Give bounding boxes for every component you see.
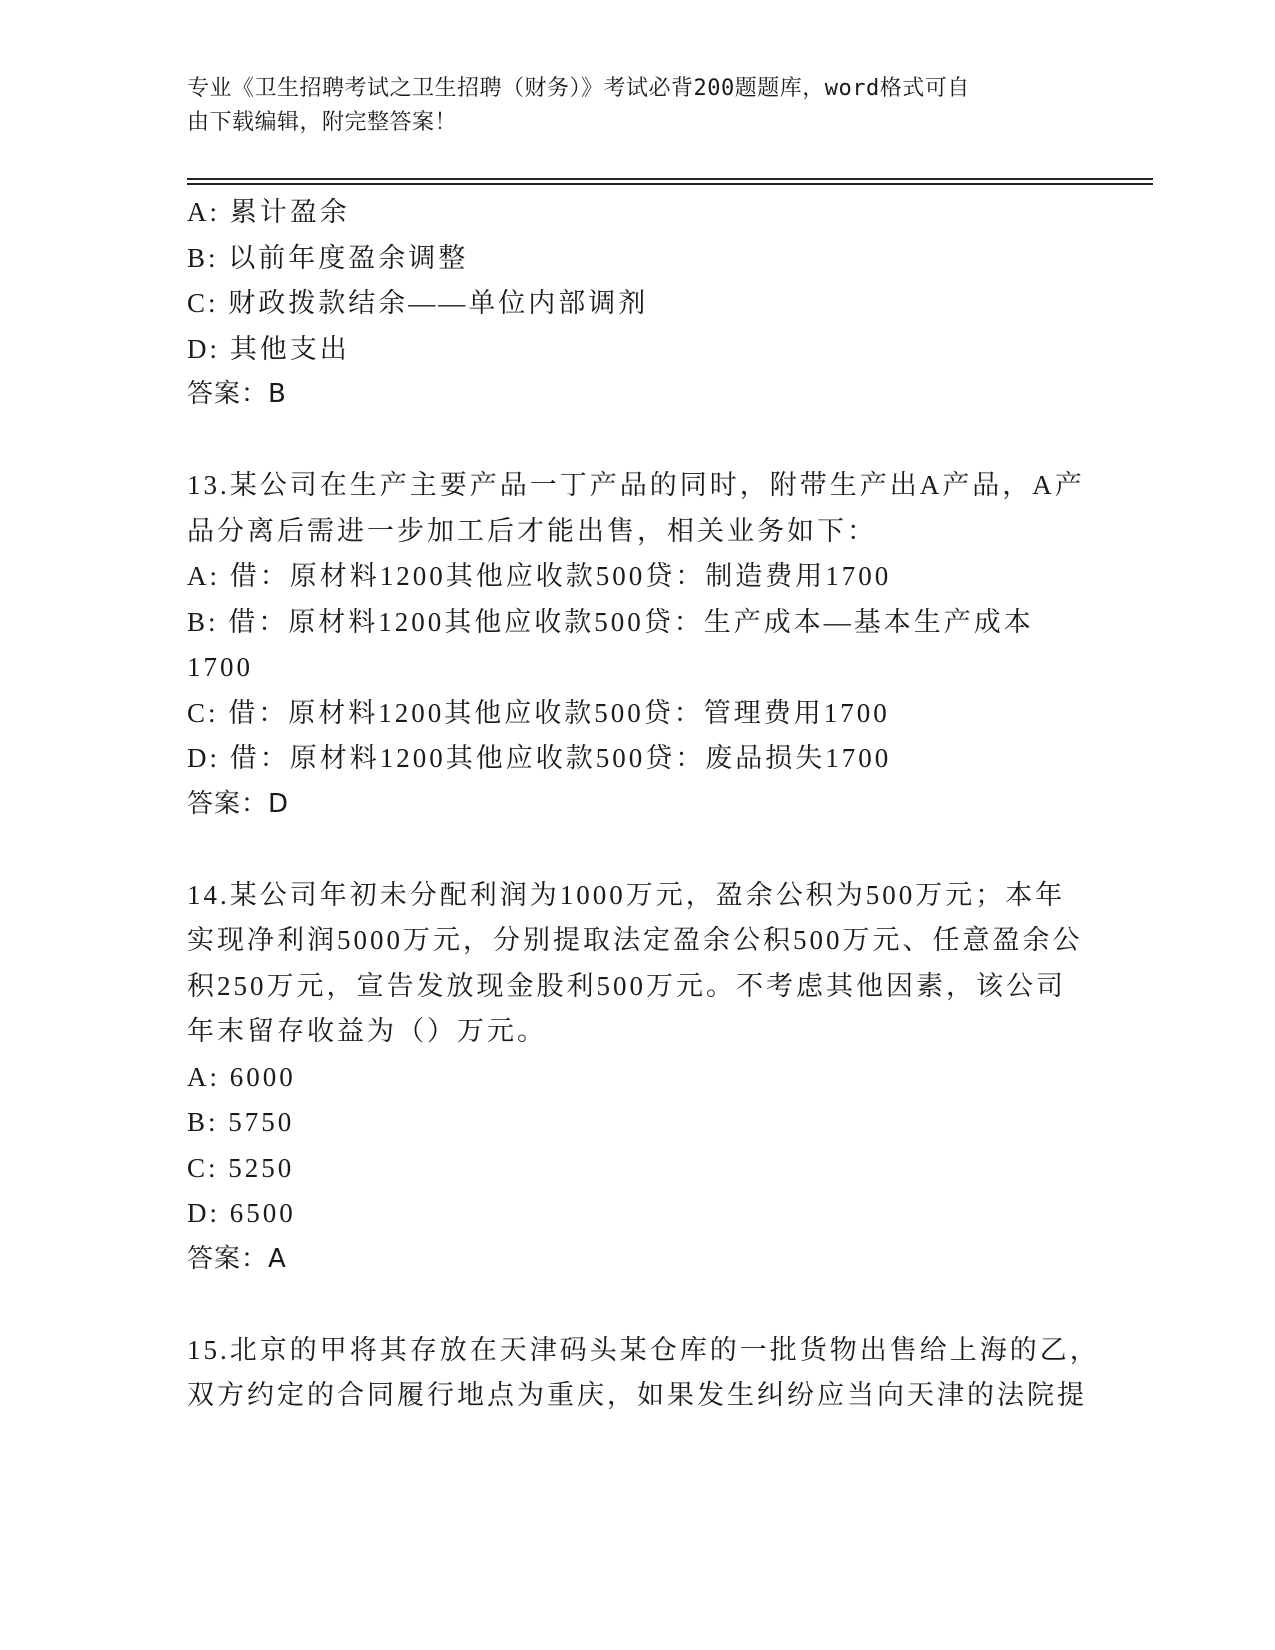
header-title-line-2: 由下载编辑，附完整答案！ <box>187 110 458 135</box>
question-text-line: 13.某公司在生产主要产品一丁产品的同时，附带生产出A产品，A产 <box>187 470 1085 500</box>
question-text-line: 年末留存收益为（）万元。 <box>187 1016 547 1046</box>
block-spacer <box>187 418 1087 464</box>
answer-line: 答案：B <box>187 379 287 409</box>
question-block <box>187 463 1087 827</box>
option-d: D: 6500 <box>187 1198 296 1228</box>
option-c: C: 借：原材料1200其他应收款500贷：管理费用1700 <box>187 697 890 728</box>
option-c: C: 财政拨款结余——单位内部调剂 <box>187 288 649 318</box>
option-d: D: 借：原材料1200其他应收款500贷：废品损失1700 <box>187 743 892 773</box>
block-spacer <box>187 1282 1087 1328</box>
question-block <box>187 1328 1100 1419</box>
header-divider-bottom <box>187 183 1153 185</box>
question-text-line: 积250万元，宣告发放现金股利500万元。不考虑其他因素，该公司 <box>187 970 1066 1001</box>
question-block <box>187 190 1087 418</box>
question-list <box>187 190 1100 1419</box>
option-a: A: 6000 <box>187 1061 296 1092</box>
answer-line: 答案：D <box>187 788 290 819</box>
answer-line: 答案：A <box>187 1243 287 1274</box>
question-text-line: 品分离后需进一步加工后才能出售，相关业务如下： <box>187 515 877 546</box>
option-b: B: 借：原材料1200其他应收款500贷：生产成本—基本生产成本 <box>187 606 1034 637</box>
document-header <box>187 72 1067 140</box>
option-a: A: 累计盈余 <box>187 197 350 227</box>
question-text-line: 15.北京的甲将其存放在天津码头某仓库的一批货物出售给上海的乙， <box>187 1334 1100 1365</box>
option-b-continued: 1700 <box>187 652 253 682</box>
option-c: C: 5250 <box>187 1152 295 1183</box>
question-block <box>187 873 1087 1283</box>
option-b: B: 5750 <box>187 1107 295 1137</box>
question-text-line: 14.某公司年初未分配利润为1000万元，盈余公积为500万元；本年 <box>187 879 1066 910</box>
option-b: B: 以前年度盈余调整 <box>187 242 469 273</box>
header-divider-top <box>187 178 1153 180</box>
block-spacer <box>187 827 1087 873</box>
header-title-line-1: 专业《卫生招聘考试之卫生招聘（财务）》考试必背200题题库，word格式可自 <box>187 76 970 101</box>
question-text-line: 双方约定的合同履行地点为重庆，如果发生纠纷应当向天津的法院提 <box>187 1380 1087 1410</box>
option-d: D: 其他支出 <box>187 333 350 364</box>
option-a: A: 借：原材料1200其他应收款500贷：制造费用1700 <box>187 561 892 591</box>
question-text-line: 实现净利润5000万元，分别提取法定盈余公积500万元、任意盈余公 <box>187 925 1083 955</box>
